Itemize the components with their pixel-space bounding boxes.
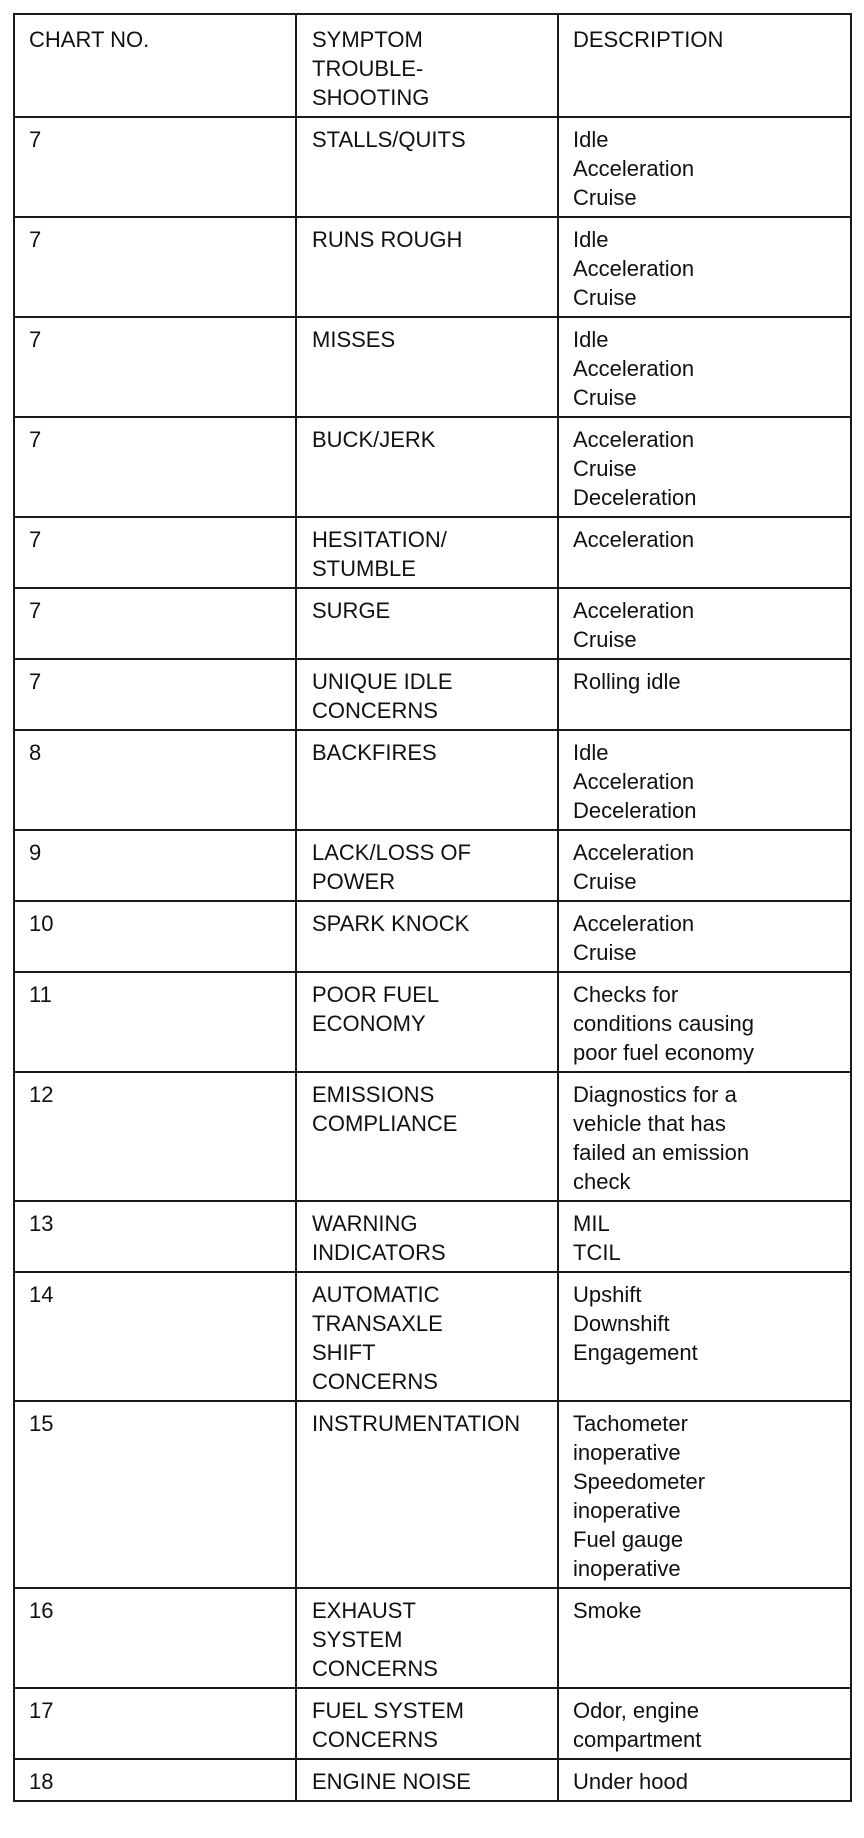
- cell-symptom: ENGINE NOISE: [296, 1759, 558, 1801]
- cell-symptom: RUNS ROUGH: [296, 217, 558, 317]
- cell-symptom: BACKFIRES: [296, 730, 558, 830]
- cell-description: Acceleration Cruise: [558, 901, 851, 972]
- table-row: [14, 1759, 851, 1801]
- cell-description: Under hood: [558, 1759, 851, 1801]
- table-row: [14, 588, 851, 659]
- cell-description: Upshift Downshift Engagement: [558, 1272, 851, 1401]
- cell-symptom: UNIQUE IDLE CONCERNS: [296, 659, 558, 730]
- table-row: [14, 517, 851, 588]
- cell-chart-no: 16: [14, 1588, 296, 1688]
- cell-symptom: FUEL SYSTEM CONCERNS: [296, 1688, 558, 1759]
- cell-symptom: POOR FUEL ECONOMY: [296, 972, 558, 1072]
- table-row: [14, 659, 851, 730]
- table-row: [14, 1201, 851, 1272]
- cell-symptom: LACK/LOSS OF POWER: [296, 830, 558, 901]
- cell-symptom: INSTRUMENTATION: [296, 1401, 558, 1588]
- cell-symptom: MISSES: [296, 317, 558, 417]
- cell-description: Acceleration: [558, 517, 851, 588]
- header-symptom: SYMPTOM TROUBLE- SHOOTING: [296, 14, 558, 117]
- cell-description: Odor, engine compartment: [558, 1688, 851, 1759]
- cell-symptom: SURGE: [296, 588, 558, 659]
- cell-chart-no: 10: [14, 901, 296, 972]
- cell-chart-no: 8: [14, 730, 296, 830]
- cell-chart-no: 7: [14, 417, 296, 517]
- table-row: [14, 317, 851, 417]
- header-description: DESCRIPTION: [558, 14, 851, 117]
- cell-description: MIL TCIL: [558, 1201, 851, 1272]
- table-header-row: [14, 14, 851, 117]
- cell-chart-no: 12: [14, 1072, 296, 1201]
- cell-description: Idle Acceleration Cruise: [558, 217, 851, 317]
- table-row: [14, 1401, 851, 1588]
- cell-description: Tachometer inoperative Speedometer inoperative Fuel gauge inoperative: [558, 1401, 851, 1588]
- cell-chart-no: 7: [14, 317, 296, 417]
- cell-symptom: BUCK/JERK: [296, 417, 558, 517]
- cell-chart-no: 15: [14, 1401, 296, 1588]
- table-row: [14, 217, 851, 317]
- cell-chart-no: 11: [14, 972, 296, 1072]
- cell-description: Acceleration Cruise Deceleration: [558, 417, 851, 517]
- table-row: [14, 117, 851, 217]
- table-row: [14, 730, 851, 830]
- cell-symptom: WARNING INDICATORS: [296, 1201, 558, 1272]
- cell-description: Idle Acceleration Cruise: [558, 117, 851, 217]
- cell-chart-no: 7: [14, 117, 296, 217]
- table-row: [14, 1072, 851, 1201]
- cell-description: Checks for conditions causing poor fuel economy: [558, 972, 851, 1072]
- table-row: [14, 972, 851, 1072]
- cell-chart-no: 13: [14, 1201, 296, 1272]
- cell-chart-no: 7: [14, 659, 296, 730]
- cell-symptom: EMISSIONS COMPLIANCE: [296, 1072, 558, 1201]
- table-row: [14, 417, 851, 517]
- cell-description: Smoke: [558, 1588, 851, 1688]
- table-row: [14, 830, 851, 901]
- table-body: [14, 14, 851, 1801]
- cell-chart-no: 7: [14, 588, 296, 659]
- symptom-chart-table: [13, 13, 852, 1802]
- cell-chart-no: 18: [14, 1759, 296, 1801]
- cell-description: Idle Acceleration Cruise: [558, 317, 851, 417]
- cell-description: Rolling idle: [558, 659, 851, 730]
- cell-chart-no: 7: [14, 517, 296, 588]
- cell-description: Idle Acceleration Deceleration: [558, 730, 851, 830]
- table-row: [14, 1272, 851, 1401]
- cell-symptom: HESITATION/ STUMBLE: [296, 517, 558, 588]
- table-row: [14, 1688, 851, 1759]
- cell-chart-no: 17: [14, 1688, 296, 1759]
- cell-description: Acceleration Cruise: [558, 830, 851, 901]
- cell-chart-no: 7: [14, 217, 296, 317]
- cell-symptom: EXHAUST SYSTEM CONCERNS: [296, 1588, 558, 1688]
- table-row: [14, 1588, 851, 1688]
- cell-chart-no: 14: [14, 1272, 296, 1401]
- header-chart-no: CHART NO.: [14, 14, 296, 117]
- cell-symptom: STALLS/QUITS: [296, 117, 558, 217]
- cell-description: Diagnostics for a vehicle that has failed an emission check: [558, 1072, 851, 1201]
- cell-symptom: SPARK KNOCK: [296, 901, 558, 972]
- cell-description: Acceleration Cruise: [558, 588, 851, 659]
- cell-symptom: AUTOMATIC TRANSAXLE SHIFT CONCERNS: [296, 1272, 558, 1401]
- cell-chart-no: 9: [14, 830, 296, 901]
- table-row: [14, 901, 851, 972]
